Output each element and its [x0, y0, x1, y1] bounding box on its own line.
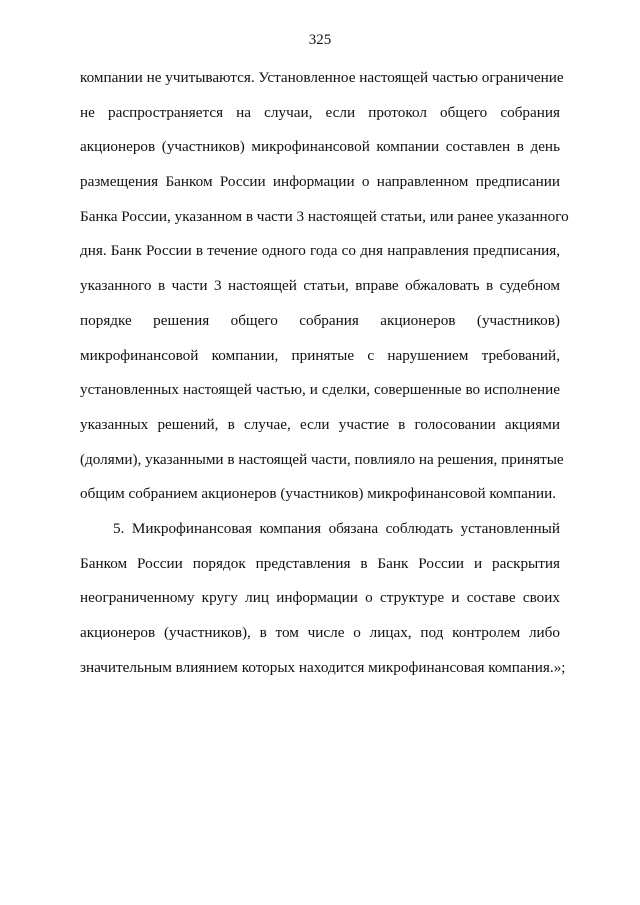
text-line: неограниченному кругу лиц информации о структуре и составе своих: [80, 589, 560, 607]
text-line: Банком России порядок представления в Банк России и раскрытия: [80, 554, 560, 572]
text-line: Банка России, указанном в части 3 настоящей статьи, или ранее указанного: [80, 207, 569, 225]
text-line: указанных решений, в случае, если участие в голосовании акциями: [80, 415, 560, 433]
text-line: (долями), указанными в настоящей части, повлияло на решения, принятые: [80, 450, 564, 468]
text-line: порядке решения общего собрания акционеров (участников): [80, 311, 560, 329]
text-line: значительным влиянием которых находится микрофинансовая компания.»;: [80, 658, 566, 676]
text-line: не распространяется на случаи, если протокол общего собрания: [80, 103, 560, 121]
text-line: акционеров (участников) микрофинансовой компании составлен в день: [80, 138, 560, 156]
text-line: 5. Микрофинансовая компания обязана соблюдать установленный: [113, 520, 560, 537]
text-line: дня. Банк России в течение одного года со дня направления предписания,: [80, 242, 560, 260]
text-line: компании не учитываются. Установленное настоящей частью ограничение: [80, 69, 564, 86]
text-line: размещения Банком России информации о направленном предписании: [80, 173, 560, 191]
paragraph-2: [80, 519, 566, 692]
text-line: указанного в части 3 настоящей статьи, вправе обжаловать в судебном: [80, 277, 560, 295]
text-line: общим собранием акционеров (участников) микрофинансовой компании.: [80, 485, 556, 503]
page-number: 325: [308, 32, 332, 48]
text-line: акционеров (участников), в том числе о лицах, под контролем либо: [80, 624, 560, 642]
paragraph-1: [80, 68, 569, 519]
text-line: микрофинансовой компании, принятые с нарушением требований,: [80, 346, 560, 364]
text-line: установленных настоящей частью, и сделки, совершенные во исполнение: [80, 381, 560, 399]
